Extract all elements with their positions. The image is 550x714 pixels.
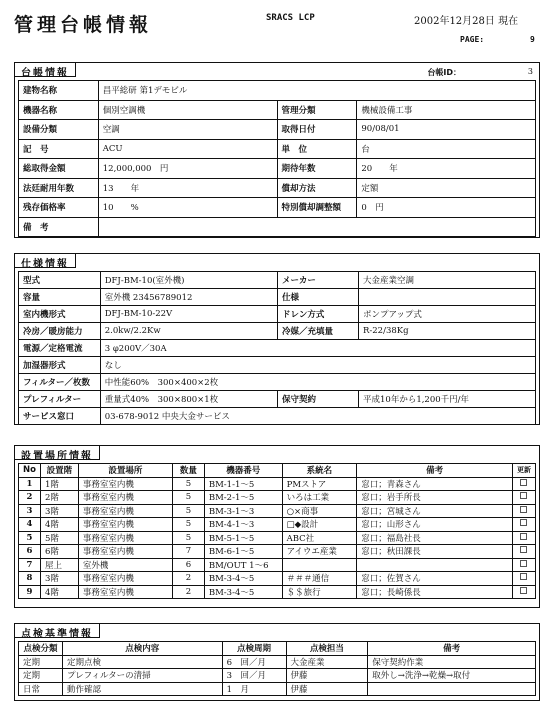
update-checkbox[interactable] bbox=[520, 519, 527, 526]
spec-field-value: 重量式40% 300×800×1枚 bbox=[100, 391, 277, 408]
location-table-row bbox=[19, 518, 536, 532]
spec-field-label: メーカー bbox=[278, 272, 359, 289]
spec-section-title: 仕様情報 bbox=[14, 253, 76, 268]
ledger-table bbox=[18, 80, 536, 237]
inspection-cell: 6 回／月 bbox=[222, 655, 286, 669]
page-number: 9 bbox=[530, 35, 535, 44]
location-table-row bbox=[19, 558, 536, 572]
update-checkbox[interactable] bbox=[520, 573, 527, 580]
location-cell: いろは工業 bbox=[282, 491, 357, 505]
location-column-header: No bbox=[19, 464, 41, 478]
ledger-section bbox=[14, 62, 540, 238]
location-cell: 窓口；宮城さん bbox=[357, 504, 513, 518]
inspection-cell: 保守契約作業 bbox=[368, 655, 536, 669]
spec-field-label: 保守契約 bbox=[278, 391, 359, 408]
location-table-row bbox=[19, 572, 536, 586]
location-cell: 5 bbox=[173, 504, 205, 518]
inspection-table-row bbox=[19, 655, 536, 669]
ledger-field-value: 13 年 bbox=[98, 178, 277, 198]
location-cell bbox=[357, 558, 513, 572]
location-section-title: 設置場所情報 bbox=[14, 445, 100, 460]
ledger-field-value: 機械設備工事 bbox=[357, 100, 536, 120]
location-cell: BM-1-1～5 bbox=[204, 477, 282, 491]
update-checkbox-cell bbox=[512, 531, 535, 545]
report-date: 2002年12月28日 現在 bbox=[414, 16, 519, 27]
ledger-field-value: ACU bbox=[98, 139, 277, 159]
ledger-field-value: 10 % bbox=[98, 198, 277, 218]
location-cell: 2 bbox=[173, 585, 205, 599]
location-table-row bbox=[19, 477, 536, 491]
location-cell: BM-3-1～3 bbox=[204, 504, 282, 518]
location-cell: 窓口；佐賀さん bbox=[357, 572, 513, 586]
location-table-row bbox=[19, 585, 536, 599]
ledger-row bbox=[19, 81, 536, 101]
ledger-row bbox=[19, 100, 536, 120]
ledger-field-value: 12,000,000 円 bbox=[98, 159, 277, 179]
location-cell: 1 bbox=[19, 477, 41, 491]
location-cell: 事務室室内機 bbox=[78, 531, 172, 545]
spec-row bbox=[19, 306, 536, 323]
ledger-field-value bbox=[98, 217, 535, 237]
spec-field-value bbox=[359, 289, 536, 306]
ledger-field-value: 0 円 bbox=[357, 198, 536, 218]
ledger-field-value: 定額 bbox=[357, 178, 536, 198]
spec-field-value: 室外機 23456789012 bbox=[100, 289, 277, 306]
location-table-row bbox=[19, 504, 536, 518]
location-cell: ○×商事 bbox=[282, 504, 357, 518]
spec-section bbox=[14, 253, 540, 425]
spec-field-label: ドレン方式 bbox=[278, 306, 359, 323]
spec-field-value: 中性能60% 300×400×2枚 bbox=[100, 374, 535, 391]
ledger-id-label: 台帳ID： bbox=[427, 68, 461, 77]
location-table-row bbox=[19, 531, 536, 545]
spec-field-label: 室内機形式 bbox=[19, 306, 101, 323]
location-cell: 5 bbox=[173, 477, 205, 491]
location-cell: 5 bbox=[173, 518, 205, 532]
ledger-field-label: 管理分類 bbox=[277, 100, 357, 120]
spec-field-label: フィルター／枚数 bbox=[19, 374, 101, 391]
location-cell: BM-6-1～5 bbox=[204, 545, 282, 559]
inspection-section-title: 点検基準情報 bbox=[14, 623, 100, 638]
ledger-row bbox=[19, 198, 536, 218]
inspection-cell: 動作確認 bbox=[62, 682, 222, 696]
location-cell: 3階 bbox=[40, 572, 78, 586]
inspection-column-header: 備考 bbox=[368, 642, 536, 656]
page-title: 管理台帳情報 bbox=[14, 14, 153, 36]
inspection-cell: 1 月 bbox=[222, 682, 286, 696]
location-cell: BM/OUT 1～6 bbox=[204, 558, 282, 572]
ledger-field-label: 総取得金額 bbox=[19, 159, 99, 179]
spec-row bbox=[19, 289, 536, 306]
location-cell: 2階 bbox=[40, 491, 78, 505]
location-cell: BM-2-1～5 bbox=[204, 491, 282, 505]
location-cell: 窓口；長崎係長 bbox=[357, 585, 513, 599]
spec-field-value: DFJ-BM-10(室外機) bbox=[100, 272, 277, 289]
inspection-cell: 3 回／月 bbox=[222, 669, 286, 683]
system-name: SRACS LCP bbox=[266, 13, 315, 23]
location-cell: □◆設計 bbox=[282, 518, 357, 532]
location-cell: ＃＃＃通信 bbox=[282, 572, 357, 586]
update-checkbox-cell bbox=[512, 491, 535, 505]
location-cell: 窓口；秋田課長 bbox=[357, 545, 513, 559]
spec-field-value: DFJ-BM-10-22V bbox=[100, 306, 277, 323]
spec-field-value: 平成10年から1,200千円/年 bbox=[359, 391, 536, 408]
location-cell: 4 bbox=[19, 518, 41, 532]
spec-field-label: プレフィルター bbox=[19, 391, 101, 408]
update-checkbox[interactable] bbox=[520, 492, 527, 499]
spec-field-value: R-22/38Kg bbox=[359, 323, 536, 340]
location-cell: BM-4-1～3 bbox=[204, 518, 282, 532]
ledger-id-value: 3 bbox=[527, 67, 533, 76]
location-cell: BM-3-4～5 bbox=[204, 585, 282, 599]
ledger-field-label: 償却方法 bbox=[277, 178, 357, 198]
location-header-row bbox=[19, 464, 536, 478]
update-checkbox-cell bbox=[512, 504, 535, 518]
spec-row bbox=[19, 357, 536, 374]
inspection-cell: 伊藤 bbox=[286, 682, 368, 696]
spec-row bbox=[19, 408, 536, 425]
ledger-row bbox=[19, 178, 536, 198]
location-cell: 事務室室内機 bbox=[78, 572, 172, 586]
location-cell: 5 bbox=[173, 491, 205, 505]
inspection-cell: 定期 bbox=[19, 669, 63, 683]
spec-field-label: 容量 bbox=[19, 289, 101, 306]
inspection-column-header: 点検内容 bbox=[62, 642, 222, 656]
spec-row bbox=[19, 340, 536, 357]
location-cell: 2 bbox=[173, 572, 205, 586]
inspection-table-row bbox=[19, 682, 536, 696]
location-cell: 6階 bbox=[40, 545, 78, 559]
location-cell: ABC社 bbox=[282, 531, 357, 545]
ledger-field-value: 90/08/01 bbox=[357, 120, 536, 140]
location-cell: 5階 bbox=[40, 531, 78, 545]
page-label: PAGE: bbox=[460, 35, 485, 44]
ledger-field-label: 建物名称 bbox=[19, 81, 99, 101]
location-cell: 7 bbox=[19, 558, 41, 572]
update-checkbox[interactable] bbox=[520, 533, 527, 540]
update-checkbox-cell bbox=[512, 558, 535, 572]
ledger-field-label: 機器名称 bbox=[19, 100, 99, 120]
spec-field-label: 冷媒／充填量 bbox=[278, 323, 359, 340]
inspection-cell: 大金産業 bbox=[286, 655, 368, 669]
spec-field-value: ポンプアップ式 bbox=[359, 306, 536, 323]
spec-field-label: 加湿器形式 bbox=[19, 357, 101, 374]
update-checkbox[interactable] bbox=[520, 506, 527, 513]
inspection-cell: 定期 bbox=[19, 655, 63, 669]
inspection-column-header: 点検分類 bbox=[19, 642, 63, 656]
location-cell: 7 bbox=[173, 545, 205, 559]
ledger-field-label: 設備分類 bbox=[19, 120, 99, 140]
spec-field-label: サービス窓口 bbox=[19, 408, 101, 425]
location-cell: 屋上 bbox=[40, 558, 78, 572]
location-column-header: 更新 bbox=[512, 464, 535, 478]
ledger-field-value: 個別空調機 bbox=[98, 100, 277, 120]
spec-row bbox=[19, 323, 536, 340]
ledger-field-label: 期待年数 bbox=[277, 159, 357, 179]
ledger-row bbox=[19, 120, 536, 140]
location-cell: 5 bbox=[19, 531, 41, 545]
location-cell: 室外機 bbox=[78, 558, 172, 572]
spec-row bbox=[19, 391, 536, 408]
update-checkbox-cell bbox=[512, 518, 535, 532]
update-checkbox[interactable] bbox=[520, 560, 527, 567]
spec-field-label: 電源／定格電流 bbox=[19, 340, 101, 357]
ledger-field-label: 残存価格率 bbox=[19, 198, 99, 218]
location-cell: 4階 bbox=[40, 518, 78, 532]
spec-field-value: 大金産業空調 bbox=[359, 272, 536, 289]
spec-field-label: 仕様 bbox=[278, 289, 359, 306]
inspection-cell bbox=[368, 682, 536, 696]
ledger-row bbox=[19, 217, 536, 237]
location-cell: 4階 bbox=[40, 585, 78, 599]
location-cell: 事務室室内機 bbox=[78, 504, 172, 518]
location-column-header: 設置場所 bbox=[78, 464, 172, 478]
location-cell: 1階 bbox=[40, 477, 78, 491]
inspection-cell: プレフィルターの清掃 bbox=[62, 669, 222, 683]
inspection-cell: 伊藤 bbox=[286, 669, 368, 683]
inspection-table-row bbox=[19, 669, 536, 683]
location-table-row bbox=[19, 545, 536, 559]
location-cell: 窓口；青森さん bbox=[357, 477, 513, 491]
spec-table bbox=[18, 271, 536, 425]
ledger-field-label: 法廷耐用年数 bbox=[19, 178, 99, 198]
ledger-field-label: 取得日付 bbox=[277, 120, 357, 140]
inspection-section bbox=[14, 623, 540, 701]
location-cell: 事務室室内機 bbox=[78, 545, 172, 559]
inspection-cell: 日常 bbox=[19, 682, 63, 696]
ledger-field-value: 20 年 bbox=[357, 159, 536, 179]
inspection-column-header: 点検周期 bbox=[222, 642, 286, 656]
update-checkbox[interactable] bbox=[520, 479, 527, 486]
inspection-table bbox=[18, 641, 536, 696]
location-cell: 窓口；福島社長 bbox=[357, 531, 513, 545]
location-table-row bbox=[19, 491, 536, 505]
update-checkbox-cell bbox=[512, 545, 535, 559]
update-checkbox[interactable] bbox=[520, 546, 527, 553]
location-column-header: 備考 bbox=[357, 464, 513, 478]
update-checkbox[interactable] bbox=[520, 587, 527, 594]
location-cell: 事務室室内機 bbox=[78, 585, 172, 599]
spec-field-value: 2.0kw/2.2Kw bbox=[100, 323, 277, 340]
spec-field-value: なし bbox=[100, 357, 535, 374]
inspection-header-row bbox=[19, 642, 536, 656]
location-cell: ＄＄旅行 bbox=[282, 585, 357, 599]
location-cell: 窓口；岩手所長 bbox=[357, 491, 513, 505]
location-cell: 事務室室内機 bbox=[78, 477, 172, 491]
location-column-header: 数量 bbox=[173, 464, 205, 478]
location-cell: PMストア bbox=[282, 477, 357, 491]
inspection-cell: 定期点検 bbox=[62, 655, 222, 669]
location-column-header: 機器番号 bbox=[204, 464, 282, 478]
location-cell: 事務室室内機 bbox=[78, 518, 172, 532]
location-column-header: 設置階 bbox=[40, 464, 78, 478]
location-cell: 窓口；山形さん bbox=[357, 518, 513, 532]
update-checkbox-cell bbox=[512, 572, 535, 586]
location-column-header: 系統名 bbox=[282, 464, 357, 478]
ledger-section-title: 台帳情報 bbox=[14, 62, 76, 77]
ledger-field-label: 記 号 bbox=[19, 139, 99, 159]
ledger-field-label: 単 位 bbox=[277, 139, 357, 159]
location-cell: BM-5-1～5 bbox=[204, 531, 282, 545]
location-cell: 5 bbox=[173, 531, 205, 545]
location-cell: 9 bbox=[19, 585, 41, 599]
spec-field-label: 冷房／暖房能力 bbox=[19, 323, 101, 340]
ledger-field-value: 空調 bbox=[98, 120, 277, 140]
ledger-row bbox=[19, 159, 536, 179]
location-section bbox=[14, 445, 540, 608]
location-cell: 3 bbox=[19, 504, 41, 518]
location-cell: 8 bbox=[19, 572, 41, 586]
ledger-field-label: 備 考 bbox=[19, 217, 99, 237]
location-cell: 2 bbox=[19, 491, 41, 505]
spec-field-value: 03-678-9012 中央大金サービス bbox=[100, 408, 535, 425]
spec-row bbox=[19, 374, 536, 391]
ledger-field-label: 特別償却調整額 bbox=[277, 198, 357, 218]
spec-field-value: 3 φ200V／30A bbox=[100, 340, 535, 357]
spec-row bbox=[19, 272, 536, 289]
location-cell: 事務室室内機 bbox=[78, 491, 172, 505]
location-cell bbox=[282, 558, 357, 572]
location-table bbox=[18, 463, 536, 599]
spec-field-label: 型式 bbox=[19, 272, 101, 289]
ledger-field-value: 昌平総研 第1デモビル bbox=[98, 81, 535, 101]
inspection-column-header: 点検担当 bbox=[286, 642, 368, 656]
location-cell: BM-3-4～5 bbox=[204, 572, 282, 586]
location-cell: 6 bbox=[173, 558, 205, 572]
update-checkbox-cell bbox=[512, 477, 535, 491]
location-cell: アイウエ産業 bbox=[282, 545, 357, 559]
update-checkbox-cell bbox=[512, 585, 535, 599]
location-cell: 6 bbox=[19, 545, 41, 559]
ledger-field-value: 台 bbox=[357, 139, 536, 159]
location-cell: 3階 bbox=[40, 504, 78, 518]
inspection-cell: 取外し→洗浄→乾燥→取付 bbox=[368, 669, 536, 683]
ledger-row bbox=[19, 139, 536, 159]
